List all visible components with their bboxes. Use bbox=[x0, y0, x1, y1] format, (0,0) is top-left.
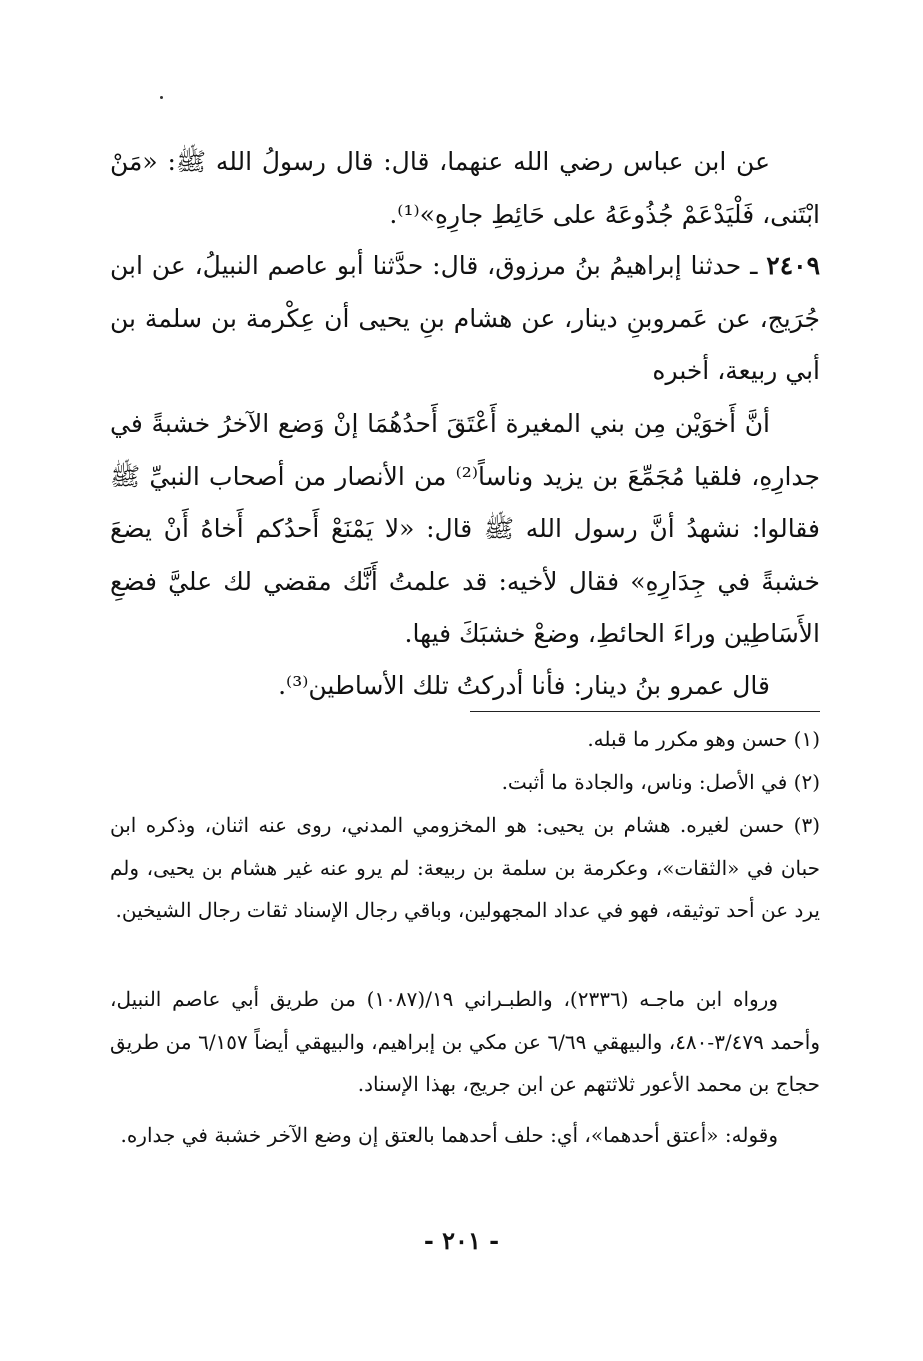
footnote-3-explanation: وقوله: «أعتق أحدهما»، أي: حلف أحدهما بالعتق إن وضع الآخر خشبة في جداره. bbox=[120, 1123, 778, 1147]
hadith-number: ٢٤٠٩ bbox=[766, 251, 820, 280]
footnote-separator bbox=[470, 711, 820, 712]
paragraph-hadith-2409 bbox=[110, 240, 820, 398]
footnote-3-takhrij: ورواه ابن ماجـه (٢٣٣٦)، والطبـراني ١٩/(١٠٨٧) من طريق أبي عاصم النبيل، وأحمد ٣/٤٧٩-٤٨٠، والبيهقي ٦/٦٩ عن مكي بن إبراهيم، والبيهقي أيضاً ٦/١٥٧ من طريق حجاج بن محمد الأعور ثلاثتهم عن ابن جريج، بهذا الإسناد. bbox=[110, 987, 821, 1096]
isnad-text: ـ حدثنا إبراهيمُ بنُ مرزوق، قال: حدَّثنا أبو عاصم النبيلُ، عن ابن جُرَيج، عن عَمروبنِ دينار، عن هشام بنِ يحيى أن عِكْرمة بن سلمة بن أبي ربيعة، أخبره bbox=[110, 251, 820, 385]
footnote-2: (٢) في الأصل: وناس، والجادة ما أثبت. bbox=[501, 770, 820, 794]
paragraph-hadith-ibn-abbas: عن ابن عباس رضي الله عنهما، قال: قال رسولُ الله ﷺ: «مَنْ ابْتَنى، فَلْيَدْعَمْ جُذُوعَهُ على حَائِطِ جارِهِ»⁽¹⁾. bbox=[110, 147, 820, 229]
footnote-3: (٣) حسن لغيره. هشام بن يحيى: هو المخزومي المدني، روى عنه اثنان، وذكره ابن حبان في «الثقات»، وعكرمة بن سلمة بن ربيعة: لم يرو عنه غير هشام بن يحيى، ولم يرد عن أحد توثيقه، فهو في عداد المجهولين، وباقي رجال الإسناد ثقات رجال الشيخين. bbox=[110, 813, 820, 922]
page-number: - ٢٠١ - bbox=[423, 1226, 500, 1255]
ink-speck bbox=[160, 96, 163, 99]
footnote-1: (١) حسن وهو مكرر ما قبله. bbox=[587, 727, 820, 751]
paragraph-matn: أنَّ أَخوَيْن مِن بني المغيرة أَعْتَقَ أَحدُهُمَا إنْ وَضع الآخرُ خشبةً في جدارِهِ، فلقيا مُجَمِّعَ بن يزيد وناساً⁽²⁾ من الأنصار من أصحاب النبيِّ ﷺ فقالوا: نشهدُ أنَّ رسول الله ﷺ قال: «لا يَمْنَعْ أَحدُكم أَخاهُ أَنْ يضعَ خشبةً في جِدَارِهِ» فقال لأخيه: قد علمتُ أَنَّك مقضي لك عليَّ فضعِ الأَسَاطِين وراءَ الحائطِ، وضعْ خشبَكَ فيها. bbox=[110, 409, 820, 648]
paragraph-amr-ibn-dinar: قال عمرو بنُ دينار: فأنا أدركتُ تلك الأساطين⁽³⁾. bbox=[278, 671, 770, 700]
